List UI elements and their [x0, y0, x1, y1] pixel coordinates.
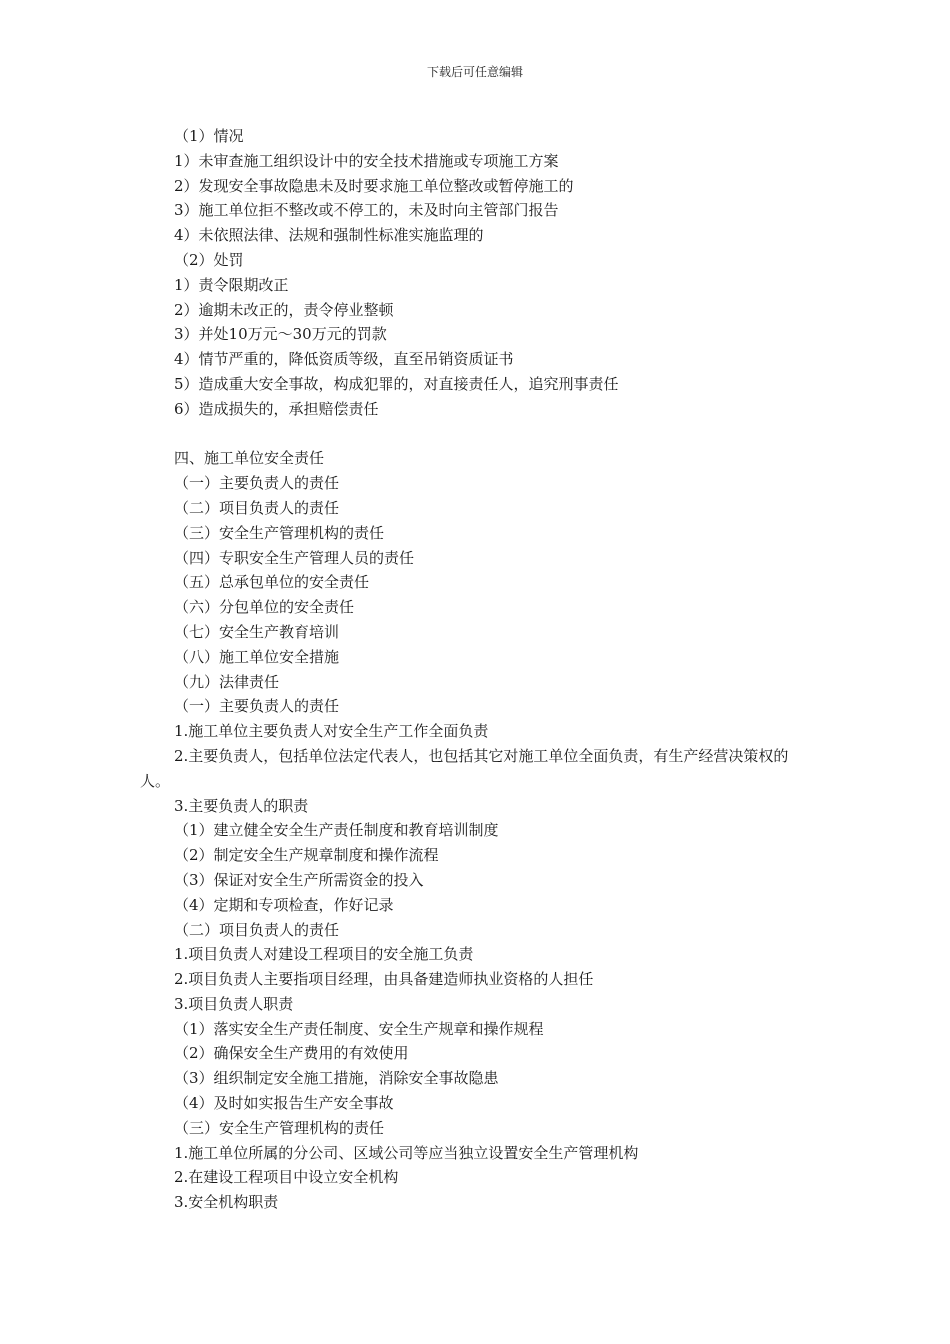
text-line: （一）主要负责人的责任 — [174, 474, 340, 493]
text-line: 1）未审查施工组织设计中的安全技术措施或专项施工方案 — [174, 151, 559, 170]
text-line: 4）情节严重的，降低资质等级，直至吊销资质证书 — [174, 350, 514, 369]
text-line: （一）主要负责人的责任 — [174, 697, 340, 716]
text-line: （1）落实安全生产责任制度、安全生产规章和操作规程 — [174, 1019, 544, 1038]
text-line: （2）确保安全生产费用的有效使用 — [174, 1044, 409, 1063]
document-body — [140, 124, 815, 1215]
text-line: 3）施工单位拒不整改或不停工的，未及时向主管部门报告 — [174, 201, 559, 220]
text-line: （4）及时如实报告生产安全事故 — [174, 1094, 394, 1113]
text-line: 1.施工单位所属的分公司、区域公司等应当独立设置安全生产管理机构 — [174, 1143, 639, 1162]
text-line: 6）造成损失的，承担赔偿责任 — [174, 399, 379, 418]
text-line: （五）总承包单位的安全责任 — [174, 573, 370, 592]
text-line: （3）组织制定安全施工措施，消除安全事故隐患 — [174, 1069, 499, 1088]
text-line: 4）未依照法律、法规和强制性标准实施监理的 — [174, 226, 484, 245]
text-line: 四、施工单位安全责任 — [174, 449, 325, 468]
text-line: 2）发现安全事故隐患未及时要求施工单位整改或暂停施工的 — [174, 176, 574, 195]
text-line: （三）安全生产管理机构的责任 — [174, 523, 385, 542]
blank-line — [140, 422, 815, 447]
text-line: （2）处罚 — [174, 250, 244, 269]
text-line: （2）制定安全生产规章制度和操作流程 — [174, 846, 439, 865]
text-line: 1）责令限期改正 — [174, 275, 289, 294]
page-header: 下载后可任意编辑 — [426, 65, 523, 79]
text-line: （四）专职安全生产管理人员的责任 — [174, 548, 415, 567]
text-line: 2.在建设工程项目中设立安全机构 — [174, 1168, 399, 1187]
text-line: （1）情况 — [174, 127, 244, 145]
text-line: 3）并处10万元～30万元的罚款 — [174, 325, 387, 344]
text-line: （3）保证对安全生产所需资金的投入 — [174, 870, 424, 889]
text-line: 2.主要负责人，包括单位法定代表人，也包括其它对施工单位全面负责，有生产经营决策权的人。 — [140, 746, 789, 790]
text-line: （二）项目负责人的责任 — [174, 920, 340, 939]
text-line: 2.项目负责人主要指项目经理，由具备建造师执业资格的人担任 — [174, 970, 594, 989]
text-line: （九）法律责任 — [174, 672, 280, 691]
text-line: 3.安全机构职责 — [174, 1193, 279, 1212]
text-line: （三）安全生产管理机构的责任 — [174, 1118, 385, 1137]
text-line: 3.主要负责人的职责 — [174, 796, 309, 815]
text-line: （七）安全生产教育培训 — [174, 622, 340, 641]
text-line: 1.项目负责人对建设工程项目的安全施工负责 — [174, 945, 474, 964]
text-line: 1.施工单位主要负责人对安全生产工作全面负责 — [174, 722, 489, 741]
text-line: （1）建立健全安全生产责任制度和教育培训制度 — [174, 821, 499, 840]
text-line: （八）施工单位安全措施 — [174, 647, 340, 666]
text-line: 3.项目负责人职责 — [174, 994, 294, 1013]
text-line: 2）逾期未改正的，责令停业整顿 — [174, 300, 394, 319]
text-line: （六）分包单位的安全责任 — [174, 598, 355, 617]
text-line: （二）项目负责人的责任 — [174, 498, 340, 517]
text-line: （4）定期和专项检查，作好记录 — [174, 895, 394, 914]
text-line: 5）造成重大安全事故，构成犯罪的，对直接责任人，追究刑事责任 — [174, 374, 619, 393]
